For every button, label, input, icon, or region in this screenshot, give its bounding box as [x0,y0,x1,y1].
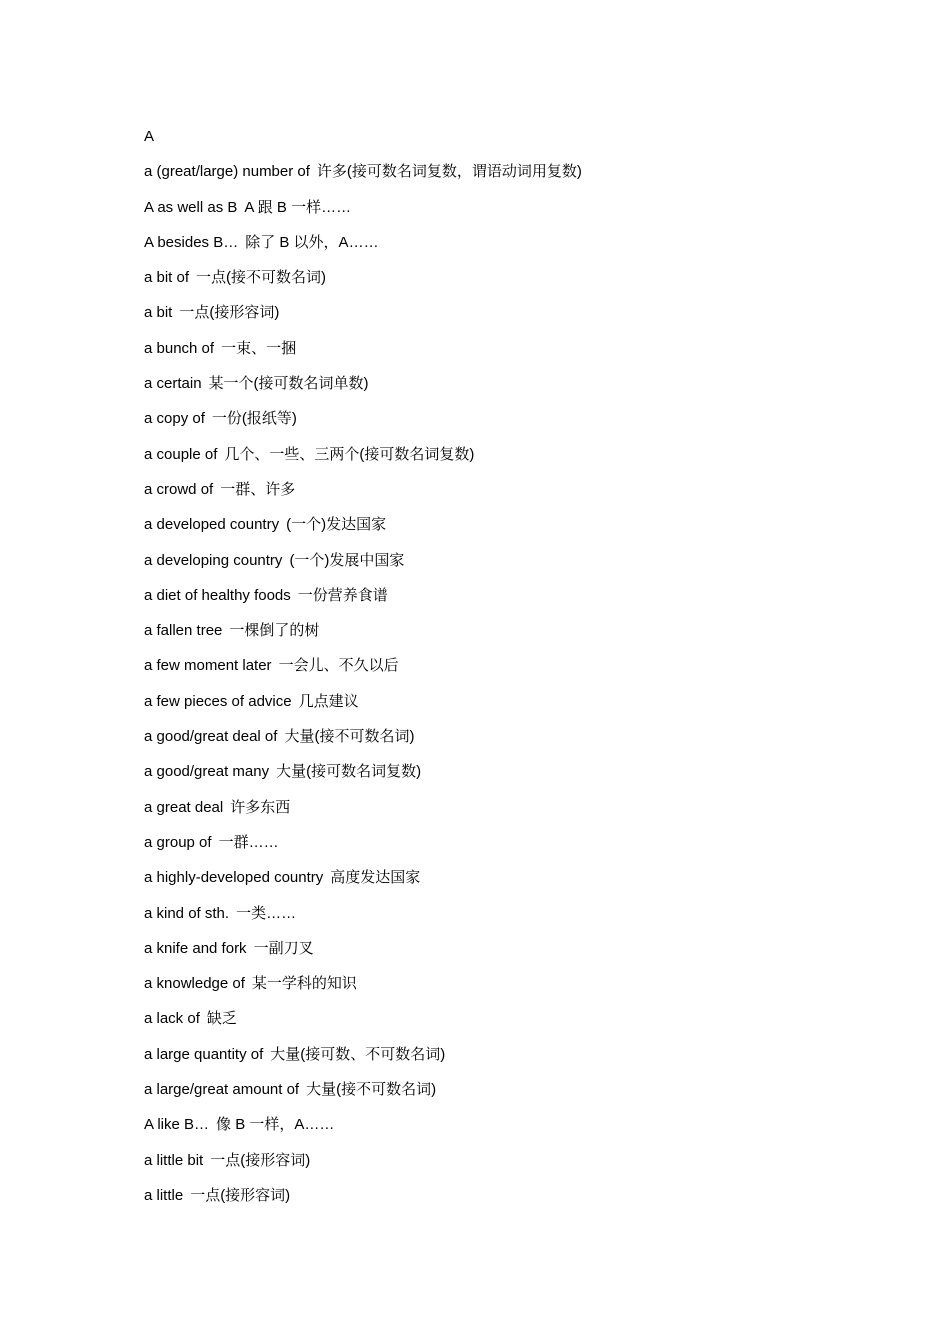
entry-term: a bit of [144,269,190,287]
glossary-entry [144,339,844,359]
glossary-entry [144,1009,844,1029]
glossary-entry [144,480,844,500]
glossary-entry [144,762,844,782]
glossary-entry [144,1151,844,1171]
entry-term: a lack of [144,1010,200,1028]
entry-meaning: (一个)发展中国家 [289,551,405,569]
entry-term: a highly-developed country [144,869,324,887]
entry-term: A besides B… [144,233,239,251]
glossary-entry [144,551,844,571]
entry-meaning: 几点建议 [298,692,359,710]
glossary-entry [144,904,844,924]
entry-meaning: 大量(接不可数名词) [306,1081,437,1099]
entry-term: A like B… [144,1116,210,1134]
entry-meaning: 一会儿、不久以后 [278,657,399,675]
entry-term: a great deal [144,798,224,816]
glossary-entry [144,198,844,218]
glossary-entry [144,727,844,747]
entry-meaning: 一点(接形容词) [210,1151,311,1169]
entry-meaning: 大量(接可数、不可数名词) [270,1045,446,1063]
glossary-entry [144,868,844,888]
glossary-entry [144,833,844,853]
section-letter-heading: A [144,128,155,145]
glossary-entry [144,798,844,818]
entry-meaning: 一棵倒了的树 [229,622,320,640]
entry-term: a little [144,1186,184,1204]
entry-term: a large quantity of [144,1045,264,1063]
glossary-entry [144,974,844,994]
glossary-entry [144,1045,844,1065]
entry-term: a few pieces of advice [144,692,292,710]
entry-term: a developing country [144,551,283,569]
entry-meaning: 一群、许多 [220,480,296,498]
entry-term: A as well as B [144,198,238,216]
entry-term: a good/great many [144,763,270,781]
entry-meaning: 一点(接形容词) [179,304,280,322]
glossary-entry [144,939,844,959]
glossary-entry [144,409,844,429]
entry-meaning: 一份营养食谱 [297,586,388,604]
glossary-entry [144,1115,844,1135]
entry-meaning: A 跟 B 一样…… [244,198,352,216]
entry-term: a knowledge of [144,975,245,993]
glossary-entry [144,303,844,323]
glossary-entry [144,515,844,535]
glossary-entry [144,621,844,641]
glossary-entry [144,1080,844,1100]
glossary-entry [144,692,844,712]
entry-meaning: 一份(报纸等) [211,410,297,428]
entry-term: a crowd of [144,480,214,498]
entry-term: a knife and fork [144,939,247,957]
entry-meaning: 一副刀叉 [253,939,314,957]
glossary-entry [144,374,844,394]
entry-meaning: 一束、一捆 [221,339,297,357]
glossary-entry [144,233,844,253]
glossary-entry [144,162,844,182]
entry-term: a couple of [144,445,218,463]
glossary-entry [144,656,844,676]
entry-term: a large/great amount of [144,1081,300,1099]
entry-term: a bit [144,304,173,322]
entry-meaning: 高度发达国家 [330,869,421,887]
entry-term: a good/great deal of [144,728,278,746]
entry-meaning: 大量(接不可数名词) [284,728,415,746]
entry-meaning: 像 B 一样，A…… [216,1116,335,1134]
entry-meaning: 除了 B 以外，A…… [245,233,379,251]
entry-term: a few moment later [144,657,272,675]
entry-meaning: 大量(接可数名词复数) [276,763,422,781]
entry-term: a copy of [144,410,205,428]
entry-meaning: (一个)发达国家 [286,516,387,534]
entry-term: a bunch of [144,339,215,357]
entry-meaning: 某一个(接可数名词单数) [208,375,369,393]
entry-term: a fallen tree [144,622,223,640]
glossary-content [144,127,844,1221]
entry-meaning: 许多东西 [230,798,291,816]
entry-term: a (great/large) number of [144,163,310,181]
entry-meaning: 缺乏 [206,1010,237,1028]
entry-term: a developed country [144,516,280,534]
entry-term: a group of [144,833,212,851]
entry-term: a diet of healthy foods [144,586,291,604]
entry-list [144,162,844,1206]
entry-meaning: 一点(接形容词) [190,1186,291,1204]
glossary-entry [144,586,844,606]
entry-meaning: 几个、一些、三两个(接可数名词复数) [224,445,475,463]
entry-meaning: 许多(接可数名词复数，谓语动词用复数) [316,163,582,181]
glossary-entry [144,445,844,465]
glossary-entry [144,268,844,288]
entry-meaning: 一点(接不可数名词) [196,269,327,287]
glossary-entry [144,1186,844,1206]
entry-meaning: 一类…… [236,904,297,922]
entry-term: a certain [144,375,202,393]
entry-term: a little bit [144,1151,204,1169]
entry-term: a kind of sth. [144,904,230,922]
entry-meaning: 某一学科的知识 [251,975,357,993]
entry-meaning: 一群…… [218,833,279,851]
